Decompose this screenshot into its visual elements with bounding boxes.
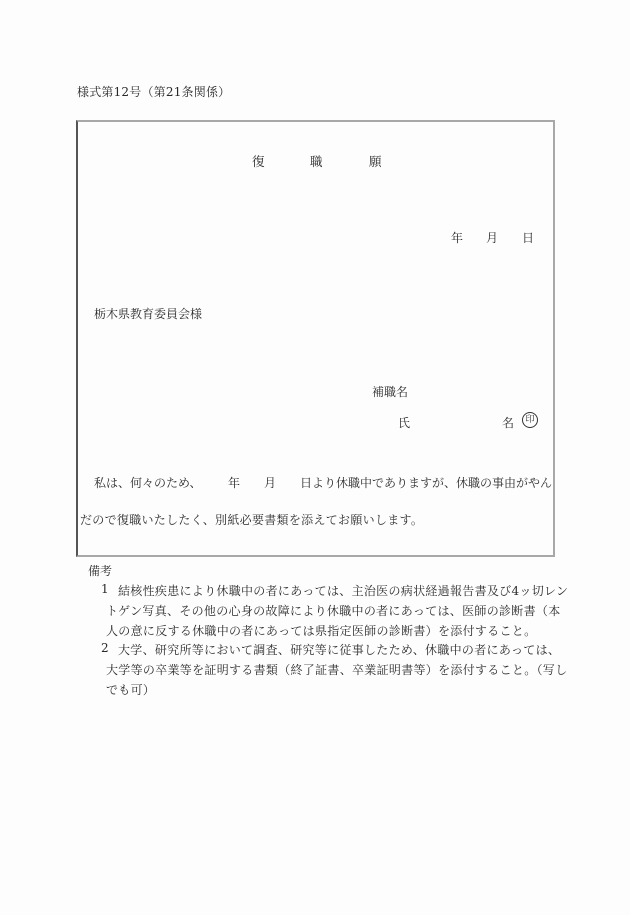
title-char-1: 復: [252, 154, 265, 169]
date-day-label: 日: [522, 231, 535, 245]
note-number: 1: [101, 582, 109, 596]
form-number: 様式第12号（第21条関係）: [77, 85, 231, 99]
note-line: でも可）: [106, 683, 156, 697]
note-line: 人の意に反する休職中の者にあっては県指定医師の診断書）を添付すること。: [106, 624, 537, 638]
title-char-3: 願: [369, 154, 382, 169]
name-label-second-char: 名: [502, 416, 515, 430]
note-number: 2: [101, 641, 109, 655]
title-char-2: 職: [310, 154, 323, 169]
body-line-2: だので復職いたしたく、別紙必要書類を添えてお願いします。: [80, 513, 424, 527]
seal-icon: 印: [522, 412, 538, 428]
body-year-label: 年: [228, 476, 241, 490]
body-suffix: 日より休職中でありますが、休職の事由がやん: [300, 476, 553, 490]
form-box: [76, 120, 555, 557]
body-month-label: 月: [264, 476, 277, 490]
notes-heading: 備考: [88, 564, 113, 578]
name-label-first-char: 氏: [398, 416, 411, 430]
note-line: トゲン写真、その他の心身の故障により休職中の者にあっては、医師の診断書（本: [106, 604, 561, 618]
note-line: 大学、研究所等において調査、研究等に従事したため、休職中の者にあっては、: [118, 643, 561, 657]
addressee: 栃木県教育委員会様: [94, 307, 203, 321]
note-line: 結核性疾患により休職中の者にあっては、主治医の病状経過報告書及び4ッ切レン: [118, 584, 569, 598]
body-prefix: 私は、何々のため、: [94, 476, 202, 490]
date-year-label: 年: [451, 231, 464, 245]
note-line: 大学等の卒業等を証明する書類（終了証書、卒業証明書等）を添付すること。（写し: [106, 663, 568, 677]
position-label: 補職名: [372, 385, 409, 399]
date-month-label: 月: [486, 231, 499, 245]
